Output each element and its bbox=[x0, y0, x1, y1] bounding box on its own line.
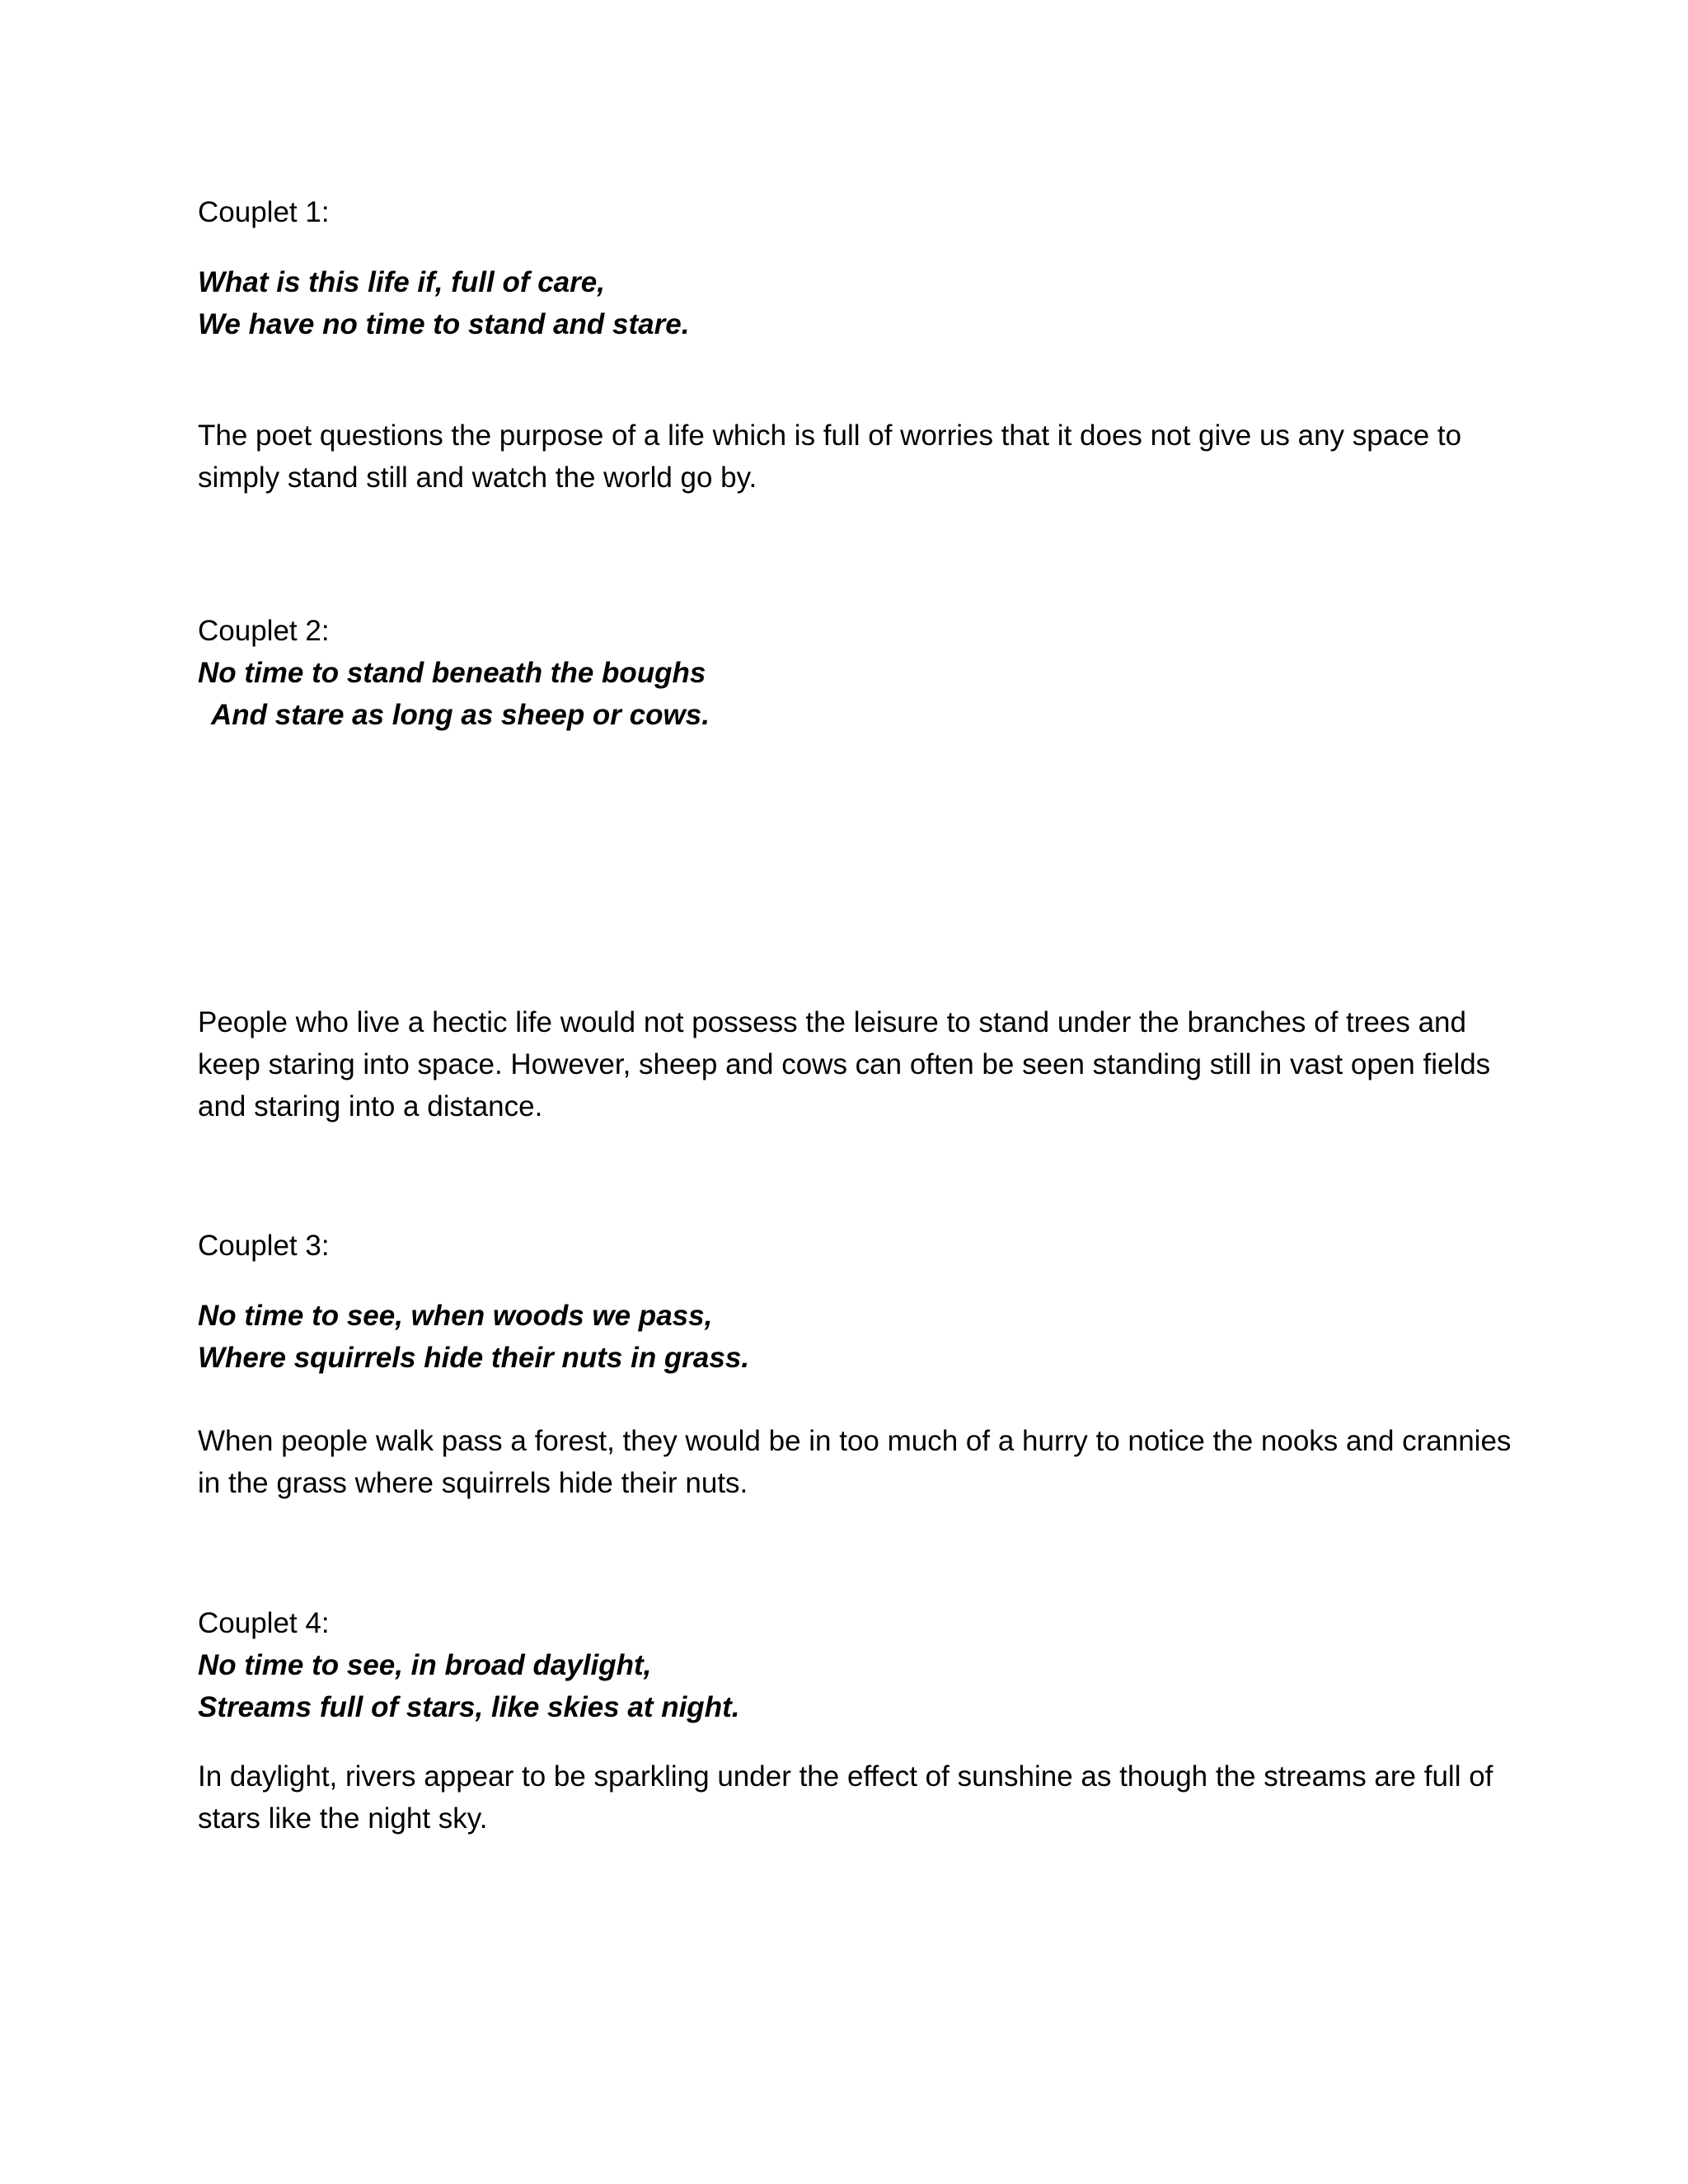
verse-line: No time to see, in broad daylight, bbox=[198, 1649, 652, 1681]
verse-line: No time to stand beneath the boughs bbox=[198, 657, 706, 689]
explanation-line: in the grass where squirrels hide their nuts. bbox=[198, 1467, 748, 1499]
explanation-line: and staring into a distance. bbox=[198, 1090, 543, 1122]
couplet-heading: Couplet 1: bbox=[198, 196, 330, 228]
explanation-line: simply stand still and watch the world go by. bbox=[198, 462, 757, 494]
explanation-line: In daylight, rivers appear to be sparkling under the effect of sunshine as though the streams are full of bbox=[198, 1760, 1493, 1793]
couplet-heading: Couplet 3: bbox=[198, 1230, 330, 1262]
explanation-line: When people walk pass a forest, they would be in too much of a hurry to notice the nooks and crannies bbox=[198, 1425, 1512, 1457]
couplet-heading: Couplet 4: bbox=[198, 1607, 330, 1639]
explanation-line: stars like the night sky. bbox=[198, 1802, 488, 1835]
verse-line: No time to see, when woods we pass, bbox=[198, 1300, 713, 1332]
verse-line: Streams full of stars, like skies at night. bbox=[198, 1691, 740, 1723]
verse-line: And stare as long as sheep or cows. bbox=[211, 699, 710, 731]
verse-line: Where squirrels hide their nuts in grass. bbox=[198, 1342, 750, 1374]
explanation-line: The poet questions the purpose of a life which is full of worries that it does not give us any space to bbox=[198, 419, 1462, 452]
explanation-line: keep staring into space. However, sheep and cows can often be seen standing still in vast open fields bbox=[198, 1048, 1491, 1080]
couplet-heading: Couplet 2: bbox=[198, 615, 330, 647]
verse-line: We have no time to stand and stare. bbox=[198, 308, 690, 340]
explanation-line: People who live a hectic life would not possess the leisure to stand under the branches of trees and bbox=[198, 1006, 1466, 1038]
verse-line: What is this life if, full of care, bbox=[198, 266, 605, 298]
